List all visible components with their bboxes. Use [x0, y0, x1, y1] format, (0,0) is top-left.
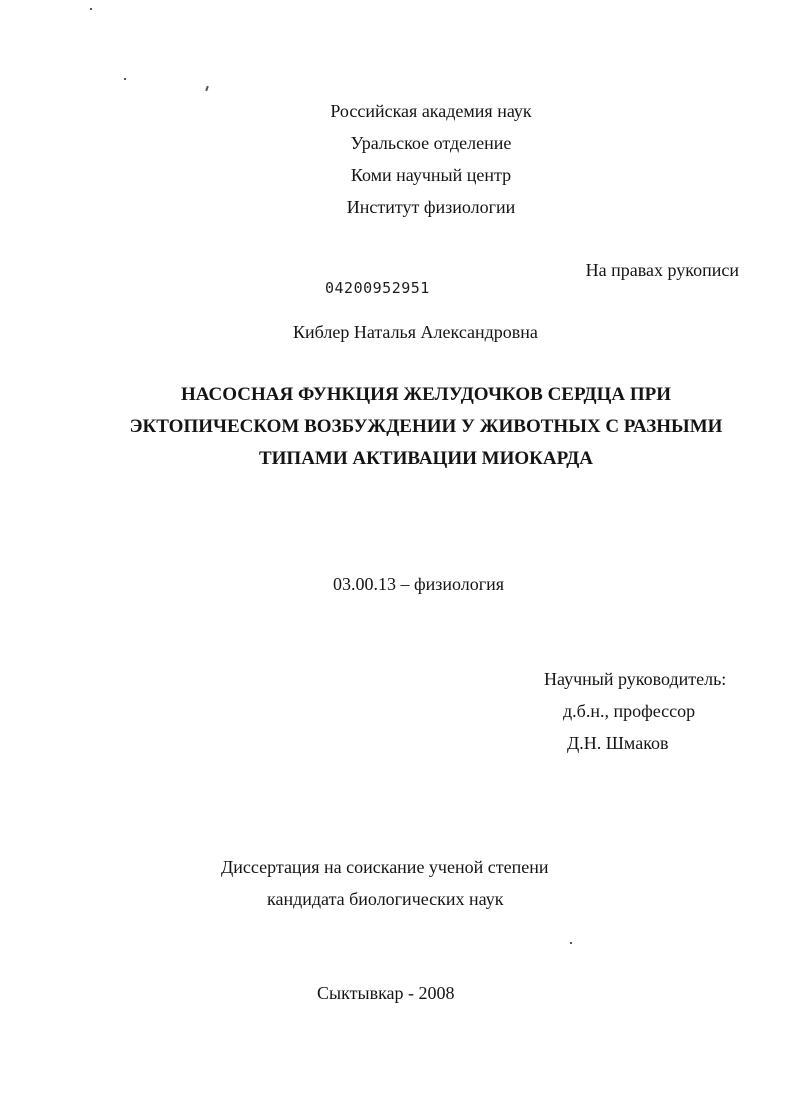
institution-center: Коми научный центр	[350, 165, 512, 185]
institution-institute: Институт физиологии	[346, 197, 516, 217]
supervisor-degree: д.б.н., профессор	[563, 701, 696, 721]
serial-number: 04200952951	[325, 279, 430, 297]
author-name: Киблер Наталья Александровна	[293, 322, 538, 342]
scan-speck	[205, 86, 209, 91]
dissertation-degree-line-1: Диссертация на соискание ученой степени	[221, 857, 549, 877]
thesis-title-line-1: НАСОСНАЯ ФУНКЦИЯ ЖЕЛУДОЧКОВ СЕРДЦА ПРИ	[180, 384, 672, 405]
manuscript-note: На правах рукописи	[585, 260, 739, 280]
institution-academy: Российская академия наук	[330, 101, 532, 121]
supervisor-label: Научный руководитель:	[544, 669, 727, 689]
institution-branch: Уральское отделение	[350, 133, 512, 153]
thesis-title-line-3: ТИПАМИ АКТИВАЦИИ МИОКАРДА	[258, 448, 593, 469]
specialty-code: 03.00.13 – физиология	[333, 574, 505, 594]
scan-speck	[570, 942, 572, 944]
scan-speck	[90, 8, 92, 10]
scan-speck	[124, 78, 126, 80]
dissertation-degree-line-2: кандидата биологических наук	[267, 889, 504, 909]
place-and-year: Сыктывкар - 2008	[317, 983, 455, 1003]
thesis-title-line-2: ЭКТОПИЧЕСКОМ ВОЗБУЖДЕНИИ У ЖИВОТНЫХ С РАЗНЫМИ	[129, 416, 723, 437]
supervisor-name: Д.Н. Шмаков	[567, 733, 669, 753]
